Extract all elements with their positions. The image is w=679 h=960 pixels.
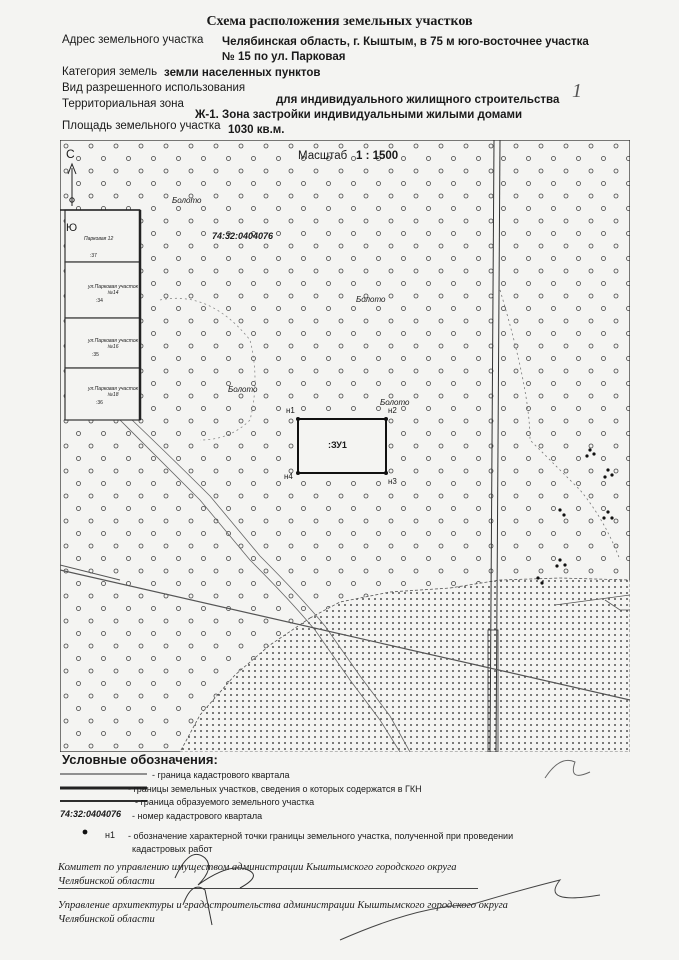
- point-n3: н3: [388, 477, 397, 486]
- area-value: 1030 кв.м.: [228, 124, 285, 136]
- point-n1: н1: [286, 406, 295, 415]
- legend-item-3: - граница образуемого земельного участка: [135, 797, 315, 807]
- zone-value: Ж-1. Зона застройки индивидуальными жилыми домами: [195, 109, 523, 121]
- plot-4-num: :36: [96, 400, 103, 406]
- area-label: Площадь земельного участка: [62, 120, 221, 132]
- address-label: Адрес земельного участка: [62, 34, 204, 46]
- north-label: С: [66, 147, 75, 161]
- point-n2: н2: [388, 406, 397, 415]
- signature-4: [545, 760, 590, 778]
- signature-2: [183, 887, 212, 925]
- usage-label: Вид разрешенного использования: [62, 82, 246, 94]
- legend-item-4: - номер кадастрового квартала: [132, 811, 263, 821]
- scale-value: 1 : 1500: [356, 150, 399, 162]
- margin-handwritten-mark: 1: [572, 80, 582, 102]
- plot-2-num: :34: [96, 298, 103, 304]
- signature-1: [175, 854, 253, 888]
- zone-label: Территориальная зона: [62, 98, 184, 110]
- plot-1-num: :37: [90, 253, 97, 259]
- plot-1-label: Парковая 12: [84, 236, 114, 242]
- legend-point-sample: н1: [105, 830, 115, 840]
- usage-value: для индивидуального жилищного строительства: [276, 94, 560, 106]
- architecture-line2: Челябинской области: [58, 914, 155, 925]
- committee-line2: Челябинской области: [58, 876, 155, 887]
- scale-label: Масштаб: [298, 150, 348, 162]
- legend-item-5: - обозначение характерной точки границы земельного участка, полученной при проведении: [128, 831, 514, 841]
- category-value: земли населенных пунктов: [164, 67, 321, 79]
- plot-4-label: ул.Парковая участок №18: [88, 386, 138, 398]
- signature-3: [340, 880, 600, 940]
- quarter-number: 74:32:0404076: [212, 231, 274, 241]
- legend-item-6: кадастровых работ: [132, 844, 213, 854]
- point-n4: н4: [284, 472, 293, 481]
- category-label: Категория земель: [62, 66, 158, 78]
- swamp-label-3: Болото: [228, 385, 258, 394]
- address-value-line1: Челябинская область, г. Кыштым, в 75 м юго-восточнее участка: [222, 36, 589, 48]
- committee-line1: Комитет по управлению имуществом администрации Кыштымского городского округа: [58, 862, 457, 873]
- parcel-label: :ЗУ1: [328, 440, 347, 450]
- legend-title: Условные обозначения:: [62, 752, 218, 767]
- legend-item-1: - граница кадастрового квартала: [152, 770, 290, 780]
- plot-2-label: ул.Парковая участок №14: [88, 284, 138, 296]
- page-title: Схема расположения земельных участков: [206, 14, 473, 29]
- architecture-line1: Управление архитектуры и градостроительства администрации Кыштымского городского округа: [58, 900, 508, 911]
- legend-item-2: - границы земельных участков, сведения о которых содержатся в ГКН: [128, 784, 422, 794]
- swamp-label-2: Болото: [356, 295, 386, 304]
- address-value-line2: № 15 по ул. Парковая: [222, 51, 346, 63]
- plot-3-label: ул.Парковая участок №16: [88, 338, 138, 350]
- legend-quarter-sample: 74:32:0404076: [60, 809, 122, 819]
- south-label: Ю: [66, 222, 78, 234]
- swamp-label-1: Болото: [172, 196, 202, 205]
- plot-3-num: :35: [92, 352, 99, 358]
- swamp-label-4: Болото: [380, 398, 410, 407]
